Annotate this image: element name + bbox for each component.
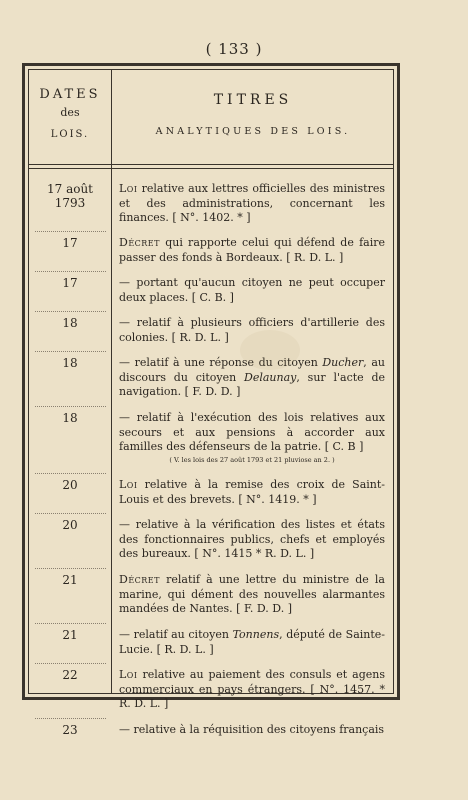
row-separator	[35, 623, 106, 624]
row-separator	[35, 663, 106, 664]
header-dates	[29, 86, 111, 144]
entry-person-a: Ducher	[322, 356, 364, 369]
header-dates-line2: des	[60, 106, 80, 119]
entry-body: — portant qu'aucun citoyen ne peut occuper deux places. [ C. B. ]	[119, 276, 385, 304]
entry-date: 20	[62, 478, 78, 492]
entry-text	[119, 411, 385, 465]
entry-person-a: Tonnens	[232, 628, 280, 641]
entry-text	[119, 276, 385, 305]
entry-kind: Décret	[119, 573, 160, 586]
row-separator	[35, 311, 106, 312]
entry-text	[119, 182, 385, 226]
entry-text	[119, 723, 385, 738]
page-number: ( 133 )	[205, 40, 263, 58]
entry-body-b: , au discours du citoyen	[119, 356, 385, 384]
entry-body-c: , sur l'acte de navigation. [ F. D. D. ]	[119, 370, 386, 398]
entry-text	[119, 628, 385, 657]
entry-text	[119, 668, 385, 712]
table-frame	[22, 63, 400, 737]
entry-body: — relatif à l'exécution des lois relatives aux secours et aux pensions à accorder aux familles des défenseurs de la patrie. [ C. B ]	[119, 411, 385, 453]
entry-body: — relative à la vérification des listes et états des fonctionnaires publics, chefs et employés des bureaux. [ N°. 1415 * R. D. L. ]	[119, 518, 385, 560]
entry-body: relatif à une lettre du ministre de la marine, qui dément des nouvelles alarmantes mandées de Nantes. [ F. D. D. ]	[119, 573, 385, 615]
header-titles	[113, 92, 393, 137]
header-separator	[29, 164, 393, 169]
table-inner-frame	[28, 69, 394, 737]
paper-stain	[240, 330, 300, 370]
entry-text	[119, 573, 385, 617]
entry-person-b: Delaunay	[244, 370, 297, 384]
entry-date: 17 août 1793	[46, 182, 93, 210]
entry-kind: Loi	[119, 182, 138, 195]
row-separator	[35, 406, 106, 407]
entry-body-a: — relatif à une réponse du citoyen	[119, 356, 323, 369]
row-separator	[35, 718, 106, 719]
entry-date: 22	[62, 668, 78, 682]
row-separator	[35, 231, 106, 232]
entry-body: — relatif à plusieurs officiers d'artillerie des colonies. [ R. D. L. ]	[119, 316, 385, 344]
entry-date: 20	[62, 518, 78, 532]
entry-date: 18	[62, 316, 78, 330]
header-titles-line2: ANALYTIQUES DES LOIS.	[155, 126, 351, 137]
entry-date: 21	[62, 628, 78, 642]
entry-text	[119, 518, 385, 562]
entry-body: qui rapporte celui qui défend de faire passer des fonds à Bordeaux. [ R. D. L. ]	[119, 236, 385, 264]
entry-kind: Loi	[119, 478, 138, 491]
entry-body: relative à la remise des croix de Saint-Louis et des brevets. [ N°. 1419. * ]	[119, 478, 385, 506]
entry-date: 18	[62, 411, 78, 425]
entry-body-a: — relatif au citoyen	[119, 628, 233, 641]
entry-body: relative aux lettres officielles des ministres et des administrations, concernant les finances. [ N°. 1402. * ]	[119, 182, 385, 224]
entry-text	[119, 478, 385, 507]
header-dates-line3: LOIS.	[50, 129, 90, 140]
row-separator	[35, 351, 106, 352]
row-separator	[35, 473, 106, 474]
entry-date: 23	[62, 723, 78, 737]
entry-body: — relative à la réquisition des citoyens français	[119, 723, 385, 736]
entry-date: 17	[62, 236, 78, 250]
entry-kind: Loi	[119, 668, 138, 681]
entry-date: 17	[62, 276, 78, 290]
row-separator	[35, 271, 106, 272]
entry-date: 18	[62, 356, 78, 370]
entry-text	[119, 236, 385, 265]
row-separator	[35, 568, 106, 569]
header-dates-line1: DATES	[39, 87, 101, 102]
entry-note: ( V. les lois des 27 août 1793 et 21 pluviose an 2. )	[169, 455, 335, 464]
entry-kind: Décret	[119, 236, 160, 249]
entry-body: relative au paiement des consuls et agens commerciaux en pays étrangers. [ N°. 1457. * R. D. L. ]	[119, 668, 385, 710]
entry-date: 21	[62, 573, 78, 587]
row-separator	[35, 513, 106, 514]
header-titles-line1: TITRES	[213, 92, 293, 108]
entry-body-b: , député de Sainte-Lucie. [ R. D. L. ]	[119, 628, 385, 656]
